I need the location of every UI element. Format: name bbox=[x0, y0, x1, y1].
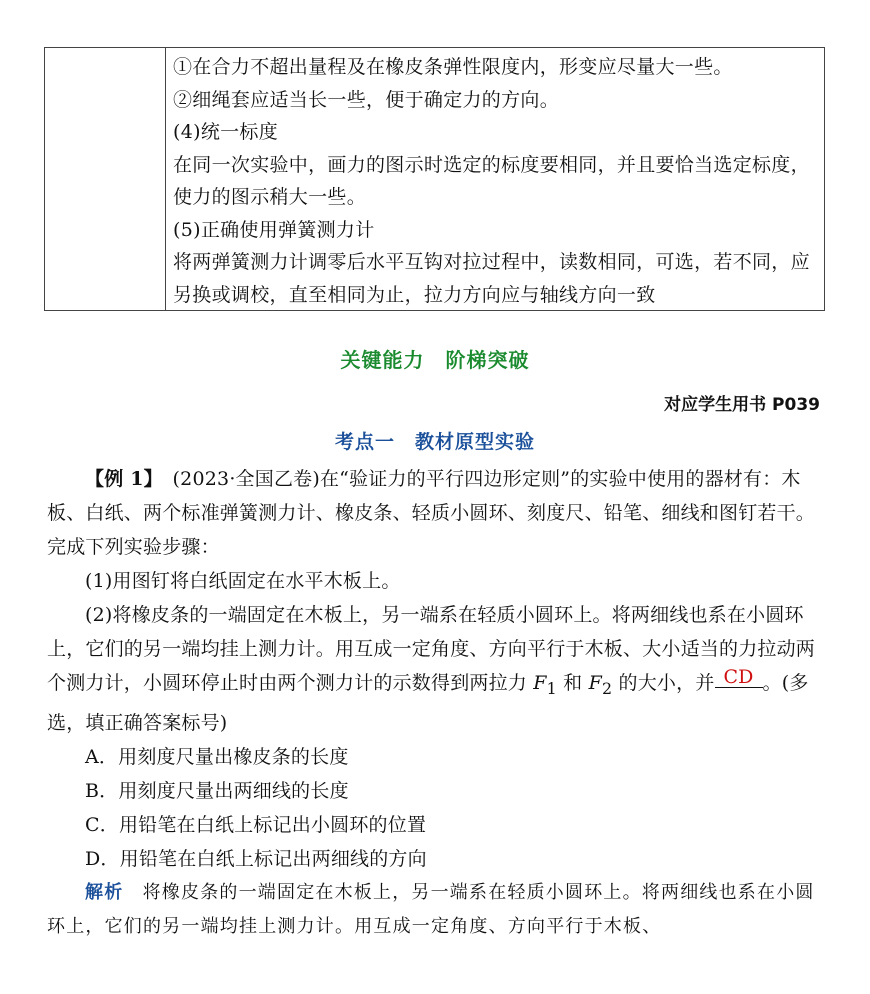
force-f2: F bbox=[588, 672, 602, 694]
book-reference: 对应学生用书 P039 bbox=[664, 395, 820, 415]
force-f1: F bbox=[533, 672, 547, 694]
example-body bbox=[47, 462, 827, 944]
table-line: ②细绳套应适当长一些，便于确定力的方向。 bbox=[173, 88, 560, 111]
analysis-text: 将橡皮条的一端固定在木板上，另一端系在轻质小圆环上。将两细线也系在小圆环上，它们的另一端均挂上测力计。用互成一定角度、方向平行于木板、 bbox=[47, 881, 815, 937]
force-f2-subscript: 2 bbox=[602, 678, 613, 698]
force-f1-subscript: 1 bbox=[546, 678, 557, 698]
table-line: ①在合力不超出量程及在橡皮条弹性限度内，形变应尽量大一些。 bbox=[173, 56, 733, 78]
option-c: C．用铅笔在白纸上标记出小圆环的位置 bbox=[85, 813, 427, 836]
table-content-cell bbox=[173, 51, 818, 311]
table-line: 将两弹簧测力计调零后水平互钩对拉过程中，读数相同，可选，若不同，应另换或调校，直至相同为止，拉力方向应与轴线方向一致 bbox=[173, 251, 810, 306]
table-column-divider bbox=[165, 48, 166, 310]
option-b: B．用刻度尺量出两细线的长度 bbox=[85, 779, 349, 802]
option-d: D．用铅笔在白纸上标记出两细线的方向 bbox=[85, 847, 427, 870]
step-2-text: (2)将橡皮条的一端固定在木板上，另一端系在轻质小圆环上。将两细线也系在小圆环上，它们的另一端均挂上测力计。用互成一定角度、方向平行于木板、大小适当的力拉动两个测力计，小圆环停止时由两个测力计的示数得到两拉力 bbox=[47, 604, 816, 694]
step-2-text-cont: 的大小，并 bbox=[612, 672, 715, 694]
table-line: 在同一次实验中，画力的图示时选定的标度要相同，并且要恰当选定标度，使力的图示稍大一些。 bbox=[173, 153, 810, 208]
section-title: 关键能力 阶梯突破 bbox=[340, 348, 530, 372]
example-intro-text: (2023·全国乙卷)在“验证力的平行四边形定则”的实验中使用的器材有：木板、白纸、两个标准弹簧测力计、橡皮条、轻质小圆环、刻度尺、铅笔、细线和图钉若干。完成下列实验步骤： bbox=[47, 468, 816, 558]
step-2-end: 。(多选，填正确答案标号) bbox=[47, 672, 809, 734]
conjunction: 和 bbox=[556, 672, 589, 694]
option-a: A．用刻度尺量出橡皮条的长度 bbox=[85, 745, 349, 768]
step-1: (1)用图钉将白纸固定在水平木板上。 bbox=[85, 570, 401, 592]
table-line: (4)统一标度 bbox=[173, 121, 279, 143]
answer-blank: CD bbox=[715, 667, 763, 688]
example-intro bbox=[47, 462, 827, 564]
analysis-label: 解析 bbox=[85, 881, 124, 903]
example-label: 【例 1】 bbox=[85, 468, 154, 490]
summary-table bbox=[44, 47, 825, 311]
analysis-paragraph bbox=[47, 876, 827, 944]
table-line: (5)正确使用弹簧测力计 bbox=[173, 218, 375, 241]
step-2 bbox=[47, 598, 827, 740]
subsection-title: 考点一 教材原型实验 bbox=[334, 431, 535, 453]
